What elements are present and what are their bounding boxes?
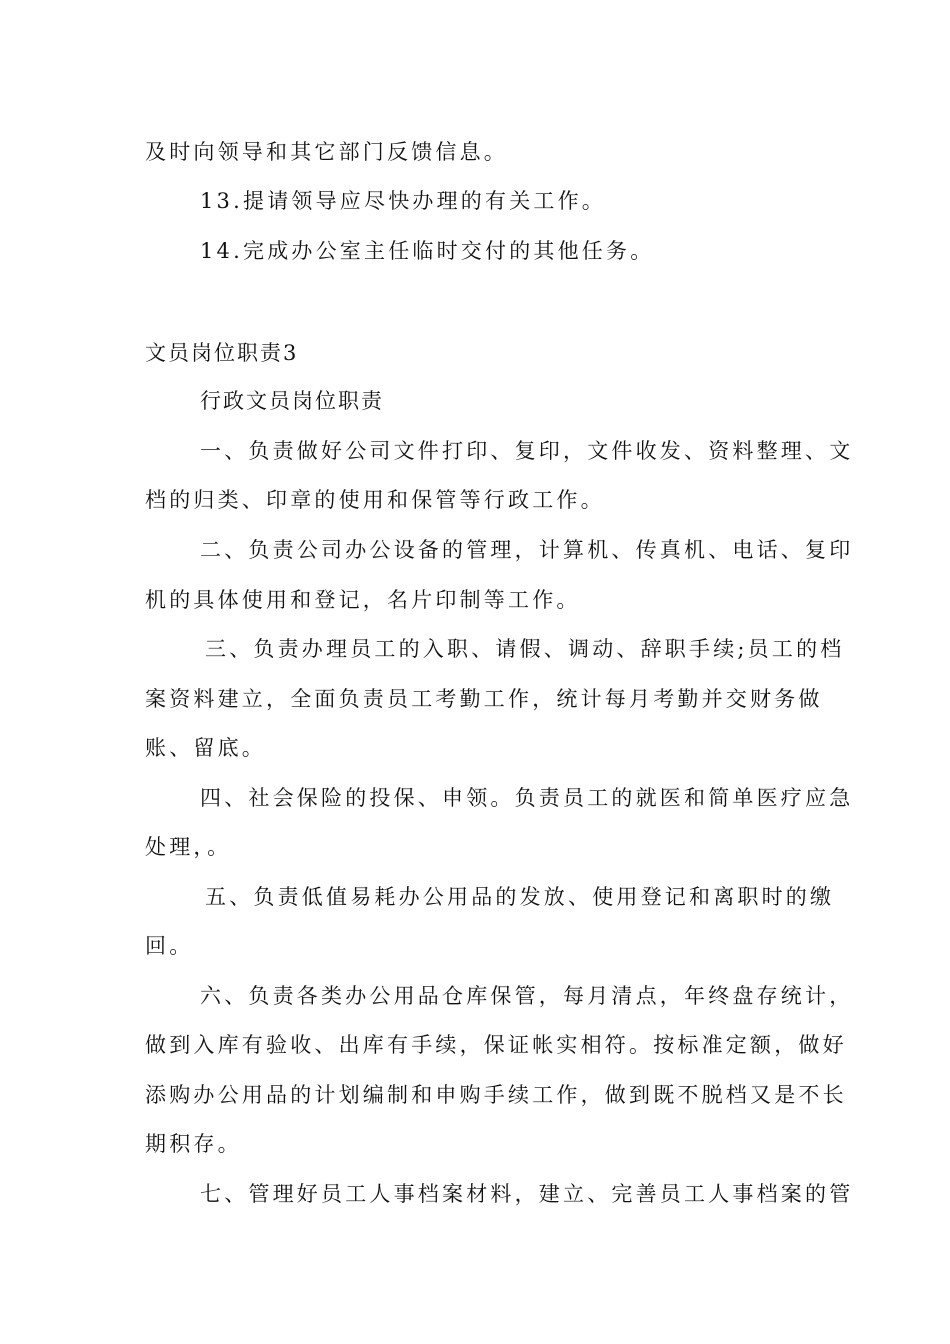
section-subheading: 行政文员岗位职责 bbox=[200, 389, 384, 413]
list-item-14: 14.完成办公室主任临时交付的其他任务。 bbox=[200, 239, 655, 263]
list-item-13: 13.提请领导应尽快办理的有关工作。 bbox=[200, 189, 606, 213]
paragraph-6-line-4: 期积存。 bbox=[145, 1132, 242, 1156]
paragraph-6-line-3: 添购办公用品的计划编制和申购手续工作，做到既不脱档又是不长 bbox=[145, 1083, 847, 1107]
paragraph-3-line-3: 账、留底。 bbox=[145, 736, 266, 760]
paragraph-3-line-1: 三、负责办理员工的入职、请假、调动、辞职手续;员工的档 bbox=[205, 637, 845, 661]
paragraph-3-line-2: 案资料建立，全面负责员工考勤工作，统计每月考勤并交财务做 bbox=[145, 687, 823, 711]
paragraph-7-line-1: 七、管理好员工人事档案材料，建立、完善员工人事档案的管 bbox=[200, 1182, 854, 1206]
paragraph-5-line-1: 五、负责低值易耗办公用品的发放、使用登记和离职时的缴 bbox=[205, 885, 835, 909]
section-heading: 文员岗位职责3 bbox=[145, 341, 299, 365]
paragraph-1-line-2: 档的归类、印章的使用和保管等行政工作。 bbox=[145, 488, 605, 512]
paragraph-6-line-1: 六、负责各类办公用品仓库保管，每月清点，年终盘存统计， bbox=[200, 984, 854, 1008]
paragraph-5-line-2: 回。 bbox=[145, 934, 194, 958]
paragraph-2-line-1: 二、负责公司办公设备的管理，计算机、传真机、电话、复印 bbox=[200, 538, 854, 562]
paragraph-4-line-2: 处理，。 bbox=[145, 835, 232, 859]
paragraph-2-line-2: 机的具体使用和登记，名片印制等工作。 bbox=[145, 588, 581, 612]
paragraph-4-line-1: 四、社会保险的投保、申领。负责员工的就医和简单医疗应急 bbox=[200, 786, 854, 810]
paragraph-6-line-2: 做到入库有验收、出库有手续，保证帐实相符。按标准定额，做好 bbox=[145, 1033, 847, 1057]
text-line: 及时向领导和其它部门反馈信息。 bbox=[145, 140, 508, 164]
paragraph-1-line-1: 一、负责做好公司文件打印、复印，文件收发、资料整理、文 bbox=[200, 439, 854, 463]
